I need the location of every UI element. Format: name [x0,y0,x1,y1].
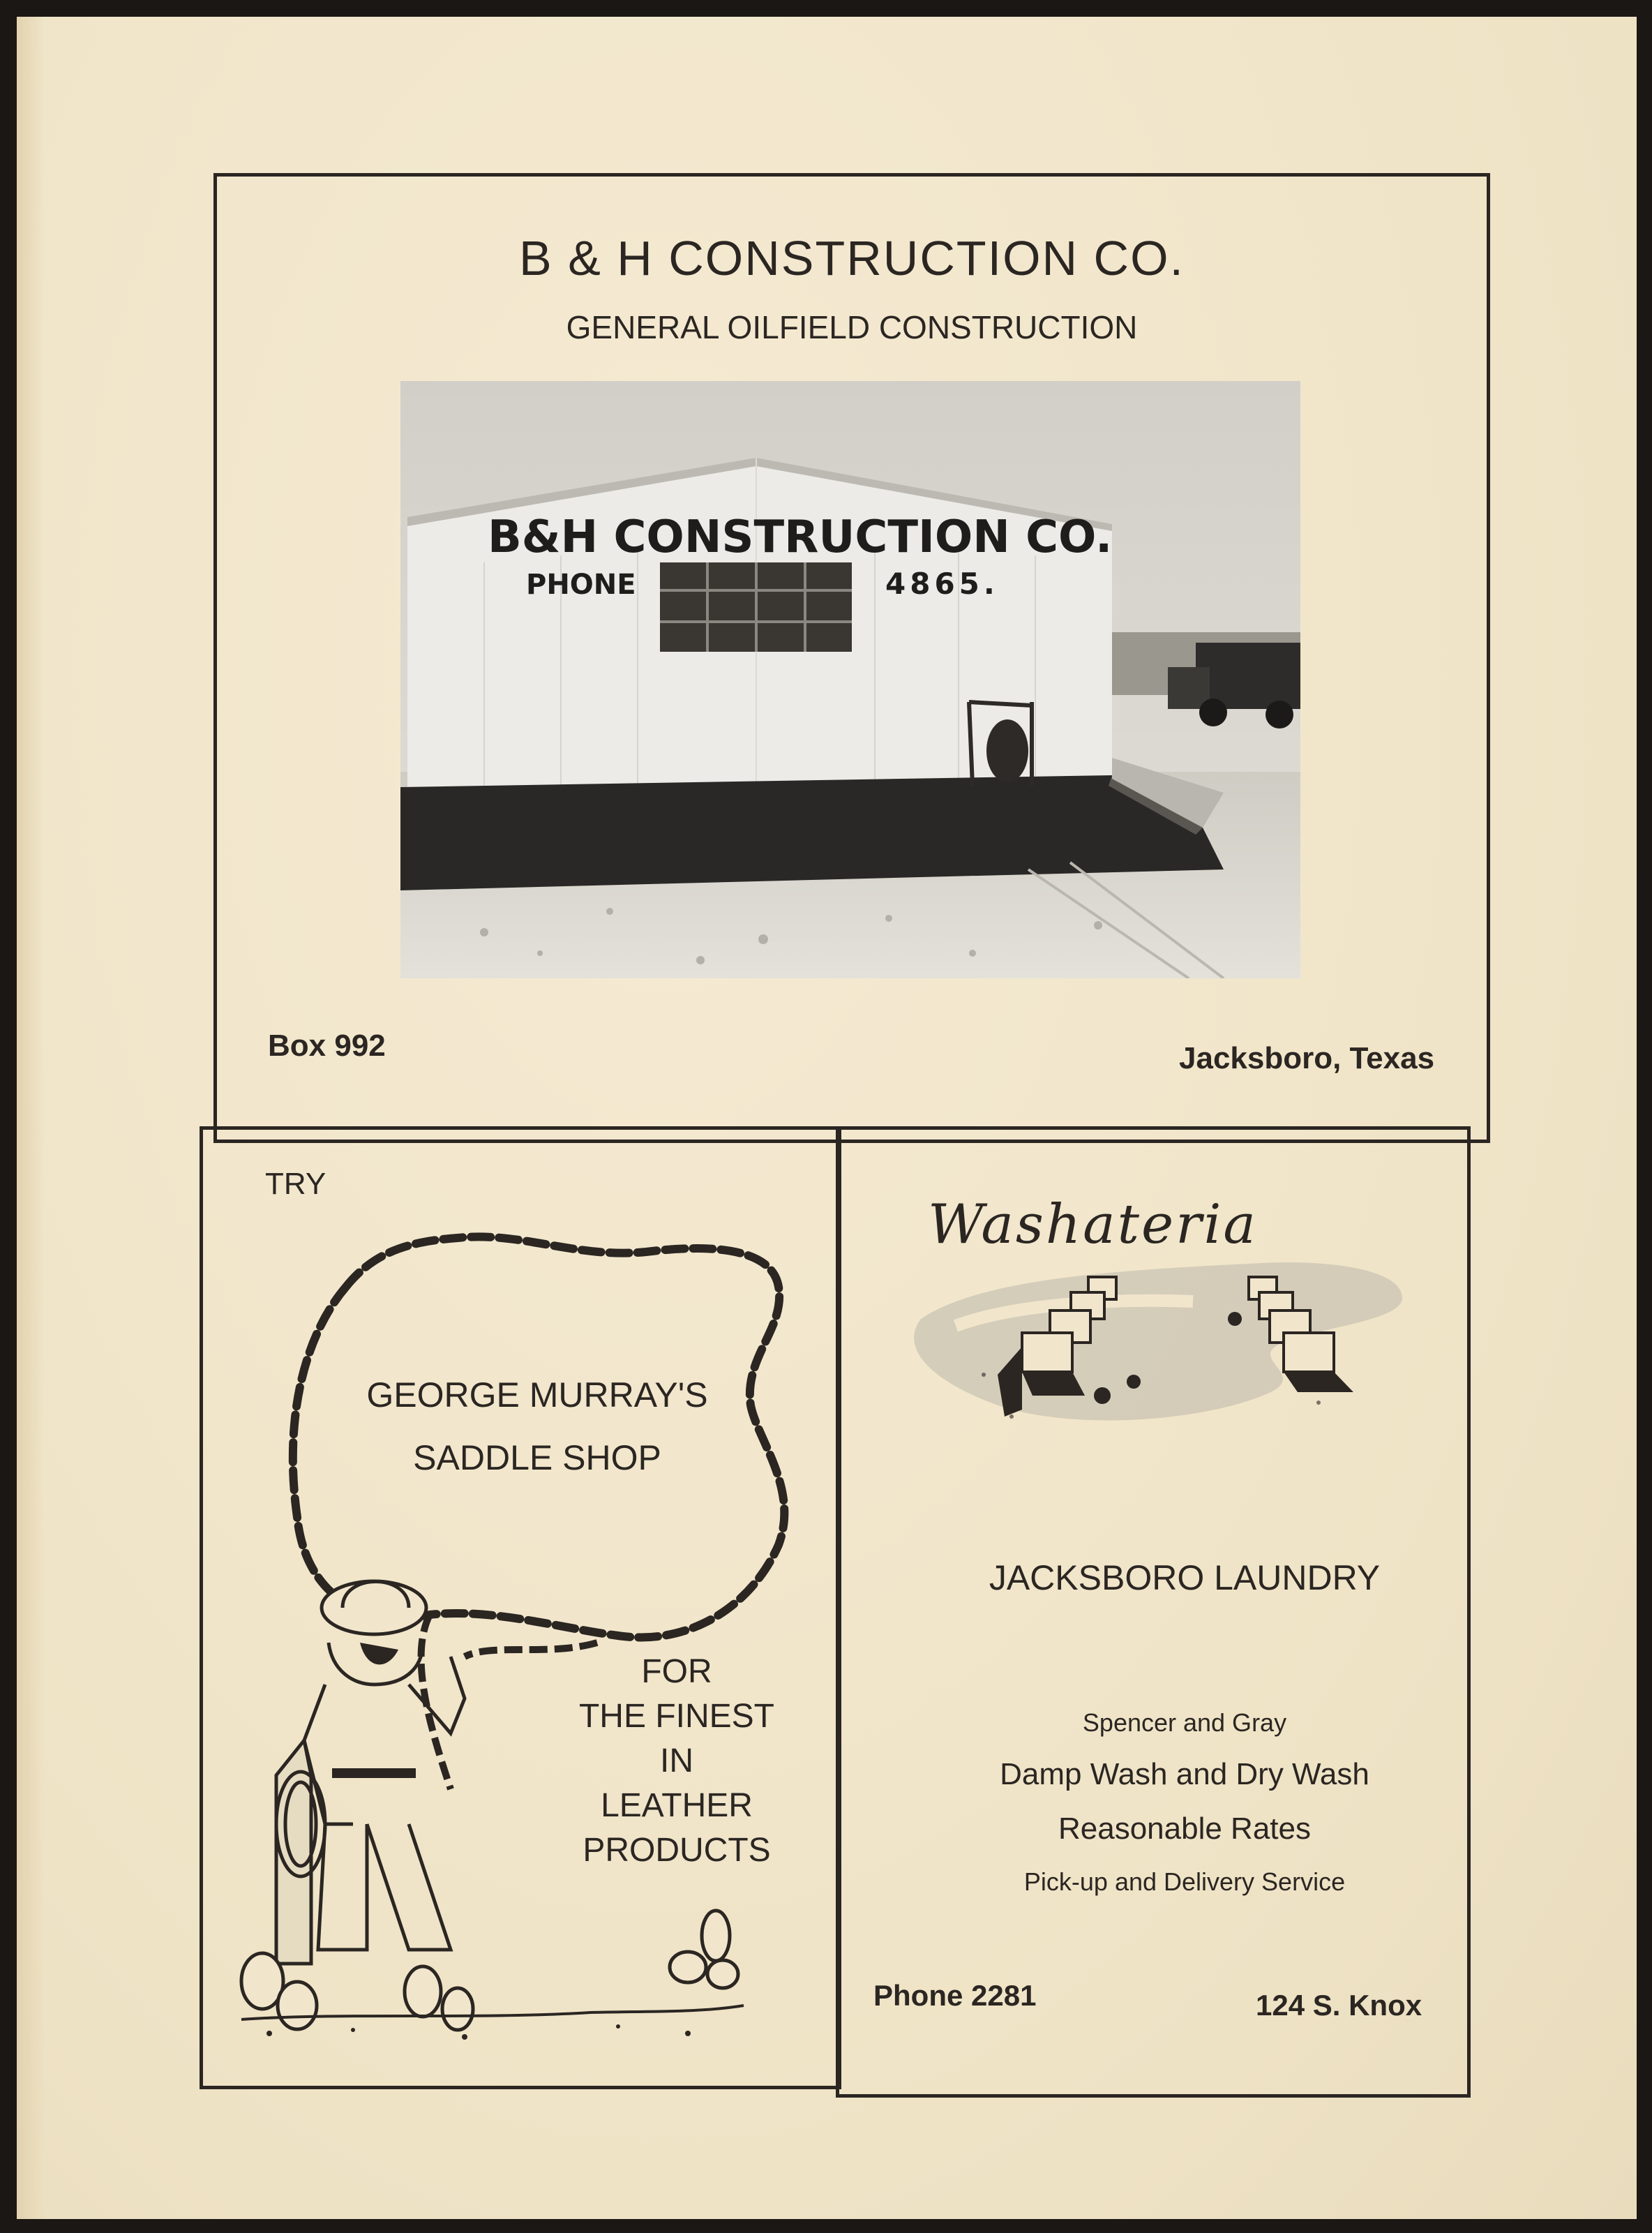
photo-sign-line1: B&H CONSTRUCTION CO. [488,511,1113,563]
lasso-rope-illustration [200,1126,841,2089]
saddle-tagline-line: FOR [641,1653,712,1690]
saddle-tagline-line: IN [660,1742,693,1779]
saddle-name-line1: GEORGE MURRAY'S [366,1375,708,1414]
construction-box: Box 992 [268,1029,386,1063]
construction-title: B & H CONSTRUCTION CO. [518,231,1185,285]
page-spine-shadow [17,17,45,2219]
laundry-name: JACKSBORO LAUNDRY [989,1558,1381,1597]
washing-machines-illustration [900,1235,1416,1444]
saddle-tagline-line: LEATHER [601,1787,753,1824]
laundry-phone: Phone 2281 [873,1979,1037,2012]
building-photo-image [400,381,1300,978]
construction-location: Jacksboro, Texas [1179,1041,1435,1075]
saddle-tagline-line: PRODUCTS [583,1832,771,1869]
saddle-tagline-line: THE FINEST [578,1698,774,1735]
laundry-service-1: Damp Wash and Dry Wash [1000,1757,1369,1791]
photo-sign-phone-number: 4865. [885,567,999,601]
saddle-name-line2: SADDLE SHOP [413,1438,661,1477]
laundry-address: 124 S. Knox [1256,1989,1422,2022]
saddle-try: TRY [265,1167,326,1201]
laundry-owners: Spencer and Gray [1082,1708,1287,1737]
construction-photo [400,381,1300,978]
laundry-service-3: Pick-up and Delivery Service [1023,1867,1346,1896]
construction-subtitle: GENERAL OILFIELD CONSTRUCTION [566,309,1138,345]
laundry-service-2: Reasonable Rates [1058,1812,1311,1846]
washateria-title: Washateria [928,1193,1258,1256]
photo-sign-phone-label: PHONE [526,569,636,601]
saddle-tagline [544,1650,809,1873]
